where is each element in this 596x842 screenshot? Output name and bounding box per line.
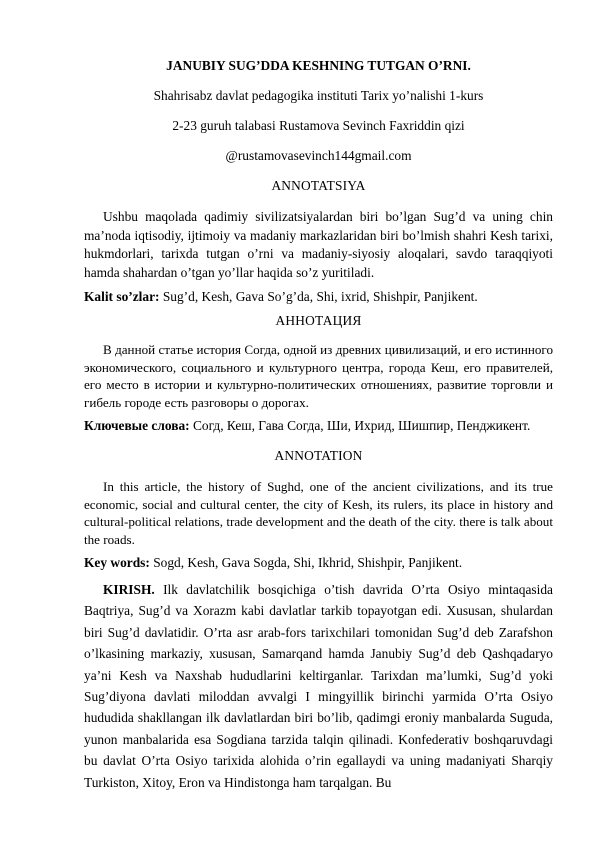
ru-abstract: В данной статье история Согда, одной из древних цивилизаций, и его истинного экономического, социального и культурного центра, города Кеш, его правителей, его место в истории и культурно-политических отношениях, развитие торговли и гибель городе есть разговоры о дорогах.: [84, 341, 553, 410]
uz-abstract-heading: ANNOTATSIYA: [271, 178, 366, 193]
en-abstract-heading: ANNOTATION: [274, 447, 363, 463]
intro-paragraph: [84, 579, 553, 793]
uz-keywords-text: Sug’d, Kesh, Gava So’g’da, Shi, ixrid, Shishpir, Panjikent.: [159, 289, 478, 305]
ru-abstract-heading: АННОТАЦИЯ: [275, 312, 362, 328]
en-abstract: In this article, the history of Sughd, one of the ancient civilizations, and its true economic, social and cultural center, the city of Kesh, its rulers, its place in history and cultural-political relations, trade development and the death of the city. there is talk about the roads.: [84, 478, 553, 547]
author-email: @rustamovasevinch144gmail.com: [225, 148, 412, 163]
uz-keywords: [84, 288, 553, 307]
ru-keywords: [84, 417, 553, 436]
uz-abstract: Ushbu maqolada qadimiy sivilizatsiyalardan biri bo’lgan Sug’d va uning chin ma’noda iqtisodiy, ijtimoiy va madaniy markazlaridan biri bo’lmish shahri Kesh tarixi, hukmdorlari, tarixda tutgan o’rni va madaniy-siyosiy aloqalari, savdo taraqqiyoti hamda shahardan o’tgan yo’llar haqida so’z yuritiladi.: [84, 209, 553, 280]
intro-text: Ilk davlatchilik bosqichiga o’tish davrida O’rta Osiyo mintaqasida Baqtriya, Sug’d va Xorazm kabi davlatlar tarkib topayotgan edi. Xususan, shulardan biri Sug’d davlatidir. O’rta asr arab-fors tarixchilari tomonidan Sug’d deb Zarafshon o’lkasining markaziy, xususan, Samarqand hamda Janubiy Sug’d deb Qashqadaryo ya’ni Kesh va Naxshab hududlarini keltirganlar. Tarixdan ma’lumki, Sug’d yoki Sug’diyona davlati miloddan avvalgi I mingyillik birinchi yarmida O’rta Osiyo hududida shakllangan ilk davlatlardan biri bo’lib, qadimgi eroniy manbalarda Suguda, yunon manbalarida esa Sogdiana tarzida talqin qilinadi. Konfederativ boshqaruvdagi bu davlat O’rta Osiyo tarixida alohida o’rin egallaydi va uning madaniyati Sharqiy Turkiston, Xitoy, Eron va Hindistonga ham tarqalgan. Bu: [84, 581, 553, 790]
uz-keywords-label: Kalit so’zlar:: [84, 289, 160, 305]
en-keywords-text: Sogd, Kesh, Gava Sogda, Shi, Ikhrid, Shishpir, Panjikent.: [149, 555, 463, 571]
author-group: 2-23 guruh talabasi Rustamova Sevinch Faxriddin qizi: [172, 118, 465, 133]
ru-keywords-label: Ключевые слова:: [84, 418, 190, 434]
article-title: JANUBIY SUG’DDA KESHNING TUTGAN O’RNI.: [166, 58, 471, 73]
en-keywords: [84, 554, 553, 573]
en-keywords-label: Key words:: [84, 555, 150, 571]
ru-keywords-text: Согд, Кеш, Гава Согда, Ши, Ихрид, Шишпир, Пенджикент.: [189, 418, 531, 434]
author-institute: Shahrisabz davlat pedagogika instituti Tarix yo’nalishi 1-kurs: [153, 88, 484, 103]
intro-label: KIRISH.: [103, 581, 155, 597]
